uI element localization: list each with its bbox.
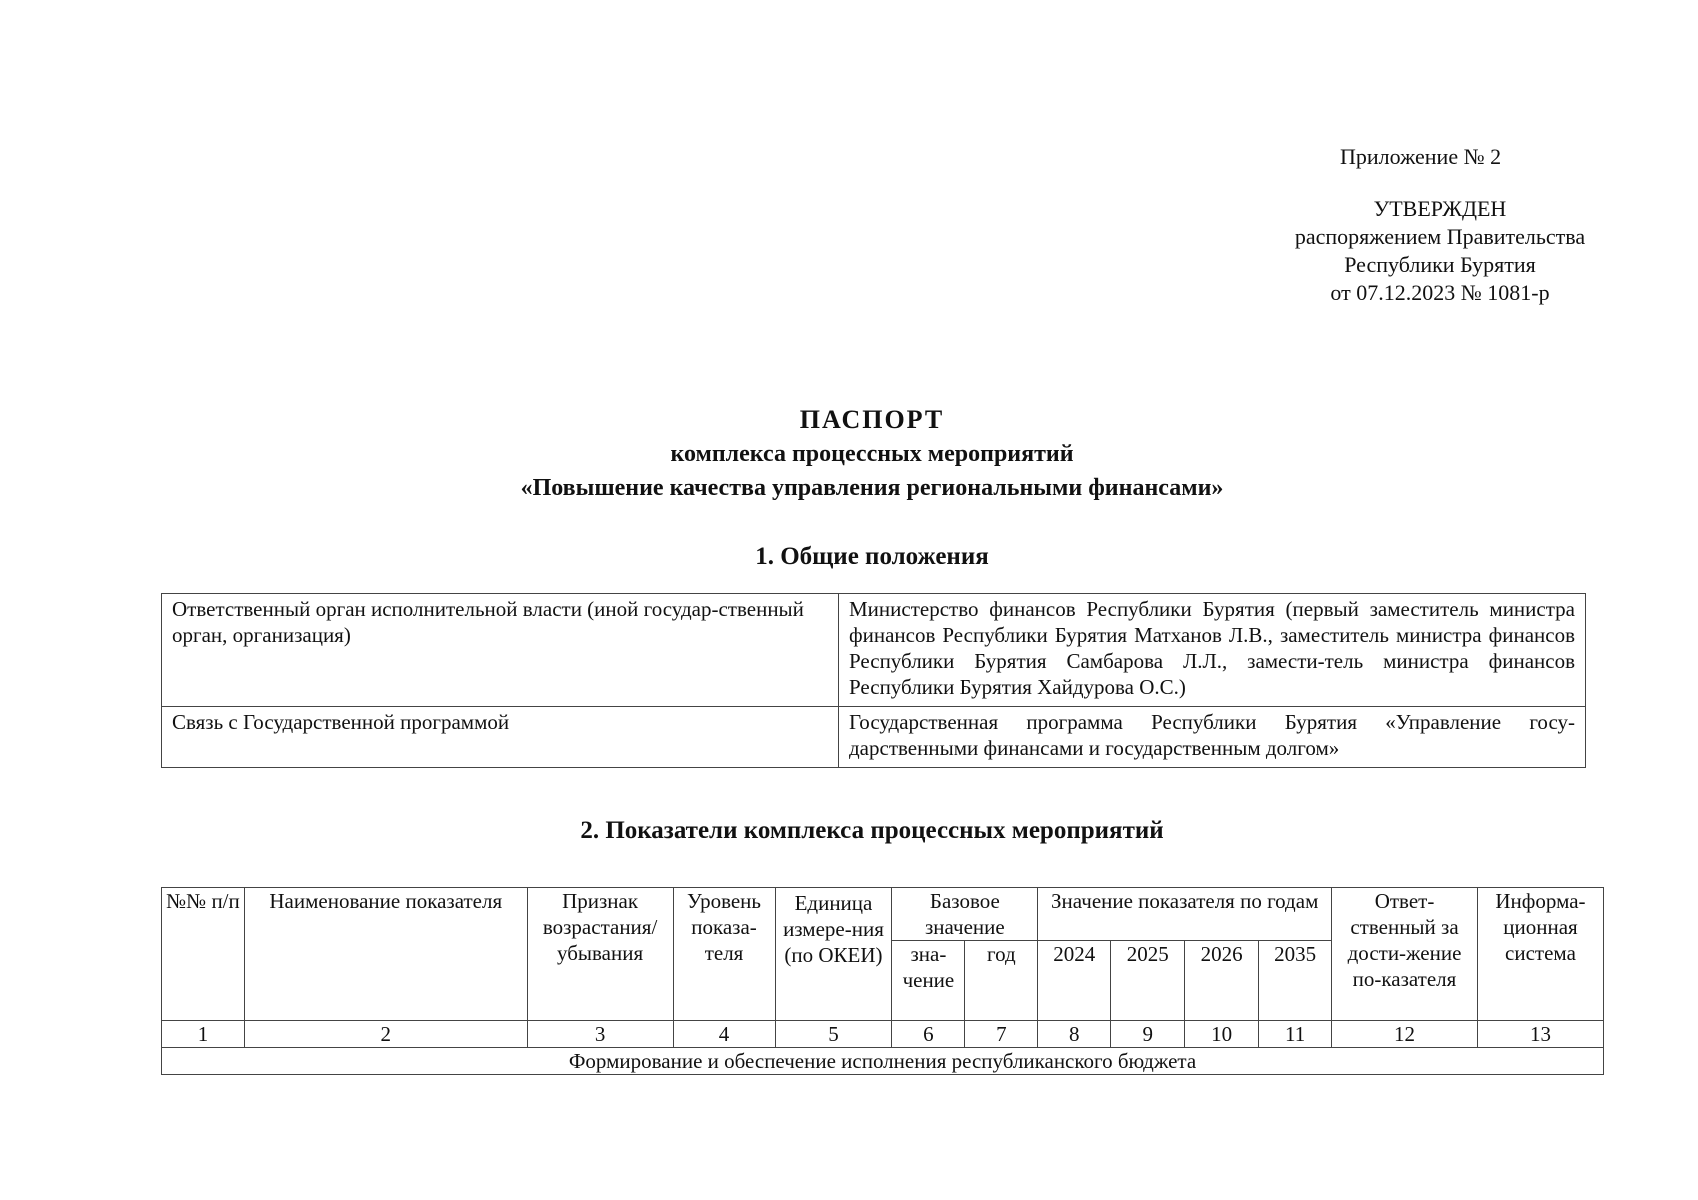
header-year-2024: 2024 [1038,941,1111,1021]
col-number: 3 [527,1021,673,1048]
group-row-label: Формирование и обеспечение исполнения республиканского бюджета [162,1048,1604,1075]
header-row [162,888,1604,941]
header-year-2035: 2035 [1259,941,1332,1021]
responsible-body-label: Ответственный орган исполнительной власти (иной государ-ственный орган, организация) [162,594,839,707]
col-number: 13 [1477,1021,1603,1048]
appendix-label: Приложение № 2 [1340,144,1502,169]
col-number: 7 [965,1021,1038,1048]
responsible-body-value: Министерство финансов Республики Бурятия (первый заместитель министра финансов Республики Бурятия Матханов Л.В., заместитель министра финансов Республики Бурятия Самбарова Л.Л., замести-тель министра финансов Республики Бурятия Хайдурова О.С.) [839,594,1586,707]
col-number: 9 [1111,1021,1185,1048]
column-number-row [162,1021,1604,1048]
col-number: 5 [775,1021,892,1048]
group-row [162,1048,1604,1075]
title-line3: «Повышение качества управления региональными финансами» [520,475,1224,501]
header-unit: Единица измере-ния (по ОКЕИ) [775,888,892,1021]
col-number: 2 [244,1021,527,1048]
header-values: Значение показателя по годам [1038,888,1332,941]
col-number: 8 [1038,1021,1111,1048]
header-year-2026: 2026 [1185,941,1259,1021]
col-number: 12 [1332,1021,1478,1048]
document-title [0,403,1698,505]
header-base-year: год [965,941,1038,1021]
program-link-label: Связь с Государственной программой [162,707,839,768]
table-row [162,707,1586,768]
col-number: 1 [162,1021,245,1048]
section2-heading: 2. Показатели комплекса процессных мероприятий [580,817,1164,844]
general-provisions-table [161,593,1586,768]
table-row [162,594,1586,707]
header-num: №№ п/п [162,888,245,1021]
indicators-table [161,887,1604,1075]
header-name: Наименование показателя [244,888,527,1021]
col-number: 4 [673,1021,775,1048]
approved-by-line1: распоряжением Правительства [1294,224,1586,249]
header-base: Базовое значение [892,888,1038,941]
approved-by-line2: Республики Бурятия [1344,252,1536,277]
approval-block [1255,143,1625,307]
col-number: 6 [892,1021,965,1048]
header-info: Информа-ционная система [1477,888,1603,1021]
header-sign: Признак возрастания/ убывания [527,888,673,1021]
col-number: 10 [1185,1021,1259,1048]
title-line2: комплекса процессных мероприятий [670,441,1074,467]
col-number: 11 [1259,1021,1332,1048]
approval-date: от 07.12.2023 № 1081-р [1330,280,1550,305]
program-link-value: Государственная программа Республики Бурятия «Управление госу-дарственными финансами и государственным долгом» [839,707,1586,768]
title-main: ПАСПОРТ [799,405,945,434]
header-level: Уровень показа-теля [673,888,775,1021]
header-responsible: Ответ-ственный за дости-жение по-казателя [1332,888,1478,1021]
approved-label: УТВЕРЖДЕН [1373,196,1507,221]
section1-heading: 1. Общие положения [755,543,989,570]
header-base-value: зна-чение [892,941,965,1021]
header-year-2025: 2025 [1111,941,1185,1021]
